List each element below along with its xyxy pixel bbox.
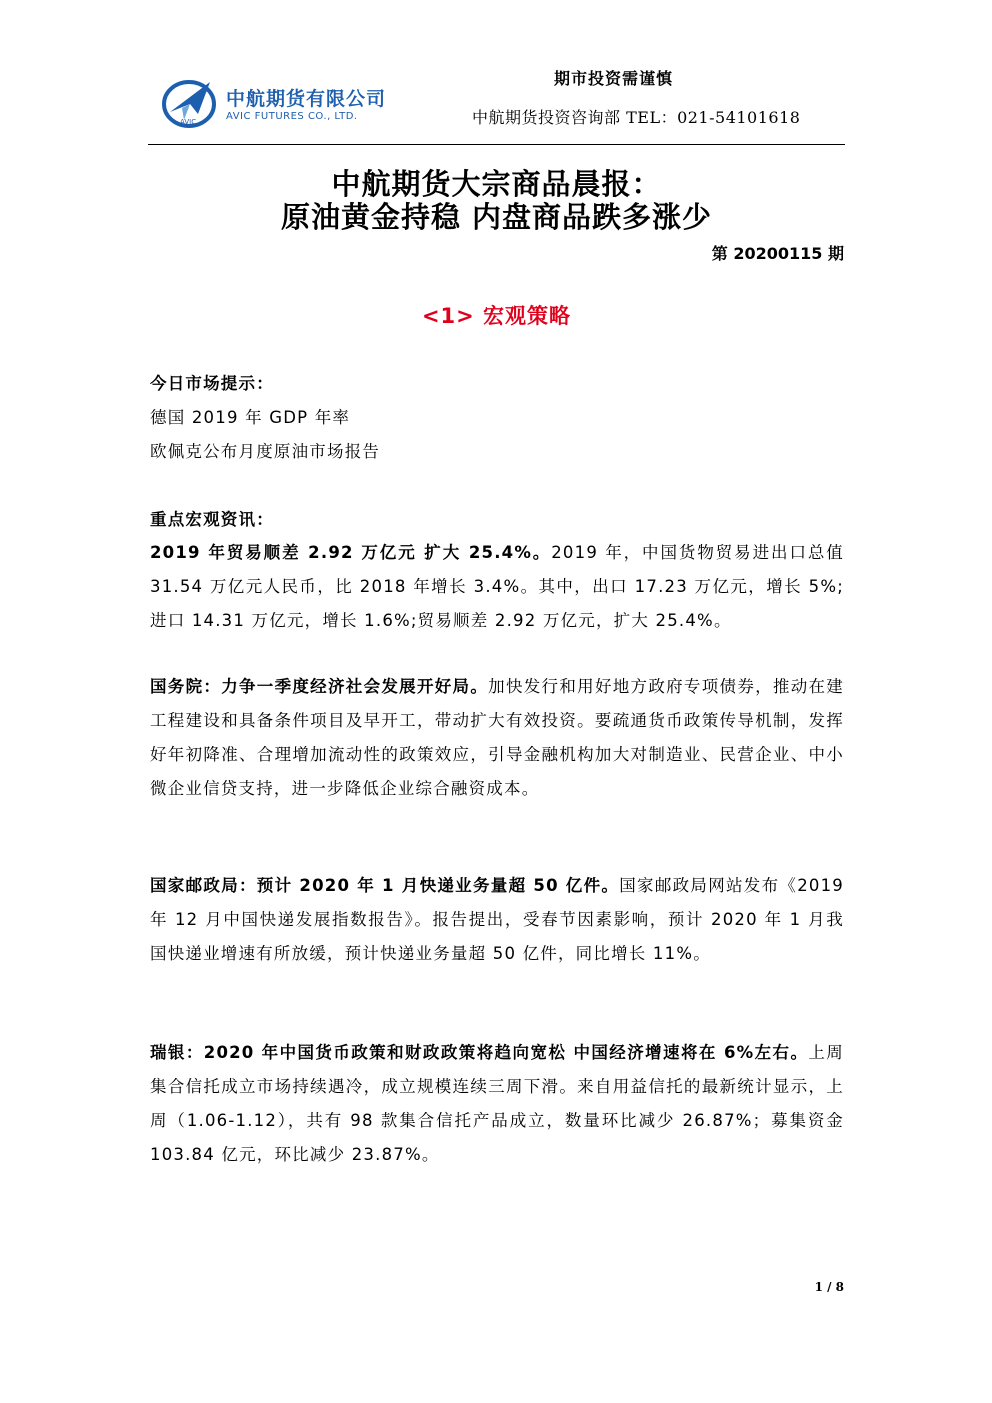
page-number: 1 / 8 — [814, 1280, 844, 1294]
news-body: 加快发行和用好地方政府专项债券，推动在建工程建设和具备条件项目及早开工，带动扩大有效投资。要疏通货币政策传导机制，发挥好年初降准、合理增加流动性的政策效应，引导金融机构加大对制造业、民营企业、中小微企业信贷支持，进一步降低企业综合融资成本。 — [150, 677, 845, 798]
market-tip-item: 德国 2019 年 GDP 年率 — [150, 408, 351, 427]
issue-number: 第 20200115 期 — [711, 244, 844, 263]
news-item — [150, 670, 844, 806]
header-divider — [148, 144, 845, 145]
risk-warning: 期市投资需谨慎 — [554, 69, 674, 88]
news-headline: 瑞银：2020 年中国货币政策和财政政策将趋向宽松 中国经济增速将在 6%左右。 — [150, 1043, 809, 1062]
section-heading: <1> 宏观策略 — [421, 304, 572, 328]
key-news-heading-block — [150, 503, 844, 537]
company-name-cn: 中航期货有限公司 — [226, 88, 387, 110]
news-headline: 2019 年贸易顺差 2.92 万亿元 扩大 25.4%。 — [150, 543, 552, 562]
market-tips — [150, 367, 844, 469]
contact-line: 中航期货投资咨询部 TEL：021-54101618 — [472, 108, 801, 127]
news-item — [150, 869, 844, 971]
news-headline: 国家邮政局：预计 2020 年 1 月快递业务量超 50 亿件。 — [150, 876, 620, 895]
company-logo — [160, 74, 420, 134]
news-body: 国家邮政局网站发布《2019 年 12 月中国快递发展指数报告》。报告提出，受春节因素影响，预计 2020 年 1 月我国快递业增速有所放缓，预计快递业务量超 50 亿件，同比增长 11%。 — [150, 876, 845, 963]
company-name-en: AVIC FUTURES CO., LTD. — [226, 111, 358, 122]
news-item — [150, 536, 844, 638]
logo-badge: AVIC — [180, 118, 197, 126]
avic-plane-logo-icon — [160, 74, 218, 132]
news-body: 上周集合信托成立市场持续遇冷，成立规模连续三周下滑。来自用益信托的最新统计显示，上周（1.06-1.12），共有 98 款集合信托产品成立，数量环比减少 26.87%；募集资金 103.84 亿元，环比减少 23.87%。 — [150, 1043, 844, 1164]
market-tip-item: 欧佩克公布月度原油市场报告 — [150, 442, 381, 461]
market-tips-heading: 今日市场提示： — [150, 374, 274, 393]
key-news-heading: 重点宏观资讯： — [150, 510, 274, 529]
news-headline: 国务院：力争一季度经济社会发展开好局。 — [150, 677, 489, 696]
news-item — [150, 1036, 844, 1172]
report-title-line1: 中航期货大宗商品晨报： — [331, 167, 662, 201]
report-title-line2: 原油黄金持稳 内盘商品跌多涨少 — [280, 200, 713, 234]
news-body: 2019 年，中国货物贸易进出口总值 31.54 万亿元人民币，比 2018 年增长 3.4%。其中，出口 17.23 万亿元，增长 5%;进口 14.31 万亿元，增长 1.6%;贸易顺差 2.92 万亿元，扩大 25.4%。 — [150, 543, 844, 630]
